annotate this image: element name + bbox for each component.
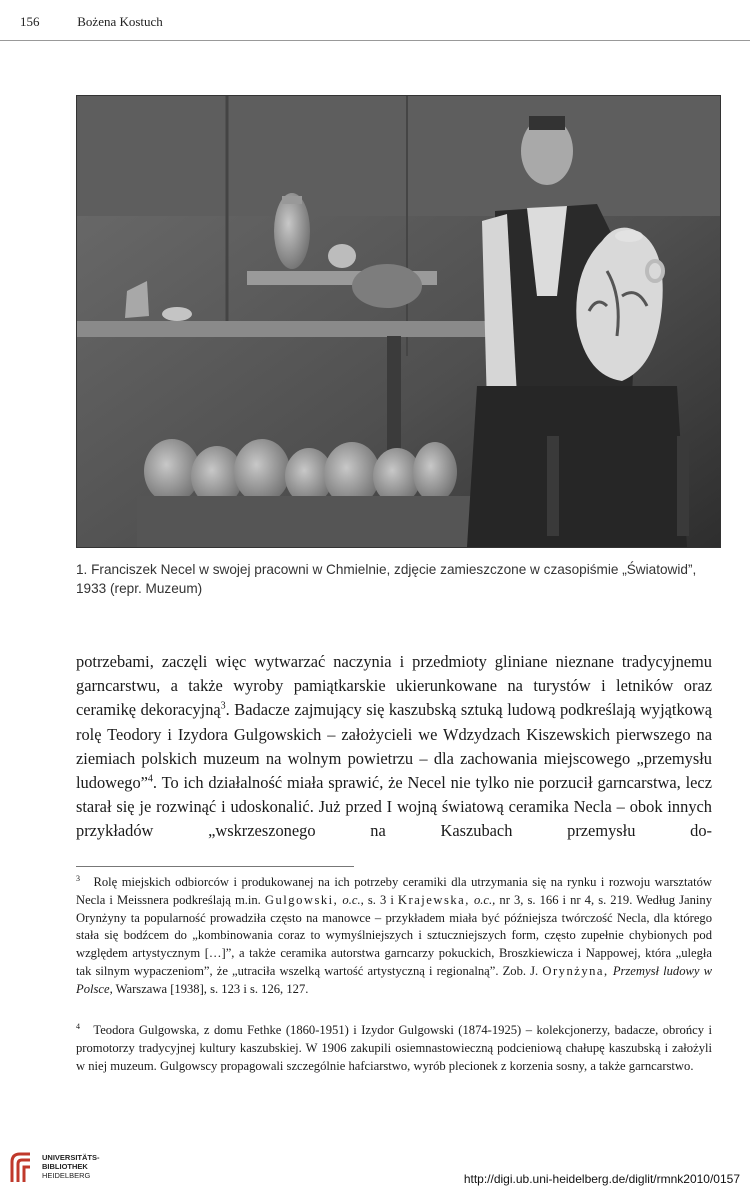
running-header (20, 14, 163, 30)
footnote-ref-4[interactable]: 4 (147, 773, 153, 785)
logo-line: UNIVERSITÄTS- (42, 1153, 100, 1162)
citation-abbrev: o.c., (342, 892, 364, 907)
library-emblem-icon (8, 1150, 36, 1184)
page-number: 156 (20, 14, 40, 29)
footnote-text: Teodora Gulgowska, z domu Fethke (1860-1951) i Izydor Gulgowski (1874-1925) – kolekcjonerzy, badacze, obrońcy i promotorzy tradycyjnej kultury kaszubskiej. W 1906 zakupili osiemnastowieczną podcieniową chałupę kaszubską i założyli w niej muzeum. Gulgowscy propagowali szczególnie hafciarstwo, wyrób plecionek z korzenia sosny, a także garncarstwo. (76, 1023, 712, 1073)
logo-line: BIBLIOTHEK (42, 1162, 88, 1171)
footnote-3 (76, 874, 712, 999)
cited-author: Gulgowski, (264, 892, 339, 907)
footnote-text: Rolę miejskich odbiorców i produkowanej na ich potrzeby ceramiki dla utrzymania się na rynku i rozwoju warsztatów Necla i Meissnera podkreślają m.in. (76, 875, 712, 907)
header-divider (0, 40, 750, 41)
body-text-part-1: potrzebami, zaczęli więc wytwarzać naczynia i przedmioty gliniane nieznane tradycyjnemu garncarstwu, a także wyroby pamiątkarskie ukierunkowane na turystów i letników oraz ceramikę dekoracyjną (76, 652, 712, 720)
footnote-number: 3 (76, 873, 80, 883)
citation-abbrev: o.c., (473, 892, 496, 907)
cited-author: Orynżyna, (542, 963, 609, 978)
photo-illustration (77, 96, 720, 547)
workshop-photograph (76, 95, 721, 548)
body-text-part-3: . To ich działalność miała sprawić, że Necel nie tylko nie porzucił garncarstwa, lecz starał się je rozwinąć i udoskonalić. Już przed I wojną światową ceramika Necla – obok innych przykładów „wskrzeszonego na Kaszubach przemysłu do- (76, 773, 712, 841)
cited-title: Przemysł ludowy w Polsce, (76, 963, 713, 996)
footnote-ref-3[interactable]: 3 (220, 700, 226, 712)
footnote-text: nr 3, s. 166 i nr 4, s. 219. Według Janiny Orynżyny ta popularność prowadziła często na manowce – przykładem miała być późniejsza twórczość Necla, dla którego stała się bodźcem do „kombinowania coraz to wymyślniejszych i sztuczniejszych form, często zupełnie chybionych pod względem artystycznym […]”, a także ceramika autorstwa garncarzy pokuckich, Broszkiewicza i Nappowej, która „uległa tak silnym wypaczeniom”, że „utraciła wszelką wartość artystyczną i regionalną”. Zob. J. (76, 892, 712, 978)
source-url-link[interactable]: http://digi.ub.uni-heidelberg.de/diglit/rmnk2010/0157 (463, 1172, 740, 1186)
body-paragraph (76, 650, 712, 844)
library-logo[interactable] (8, 1148, 128, 1188)
figure-caption: 1. Franciszek Necel w swojej pracowni w Chmielnie, zdjęcie zamieszczone w czasopiśmie „Światowid”, 1933 (repr. Muzeum) (76, 562, 697, 596)
footnote-text: Warszawa [1938], s. 123 i s. 126, 127. (115, 981, 309, 996)
cited-author: Krajewska, (397, 892, 470, 907)
footnote-number: 4 (76, 1021, 80, 1031)
footnote-divider (76, 866, 354, 867)
body-text-part-2: . Badacze zajmujący się kaszubską sztuką ludową podkreślają wyjątkową rolę Teodory i Izydora Gulgowskich – założycieli we Wdzydzach Kiszewskich pierwszego na ziemiach polskich muzeum na wolnym powietrzu – dla zachowania miejscowego „przemysłu ludowego” (76, 700, 712, 793)
logo-line: HEIDELBERG (42, 1171, 91, 1180)
library-name (42, 1153, 100, 1180)
footnote-4 (76, 1022, 712, 1075)
footnote-text: s. 3 i (367, 892, 394, 907)
running-author: Bożena Kostuch (77, 14, 163, 29)
